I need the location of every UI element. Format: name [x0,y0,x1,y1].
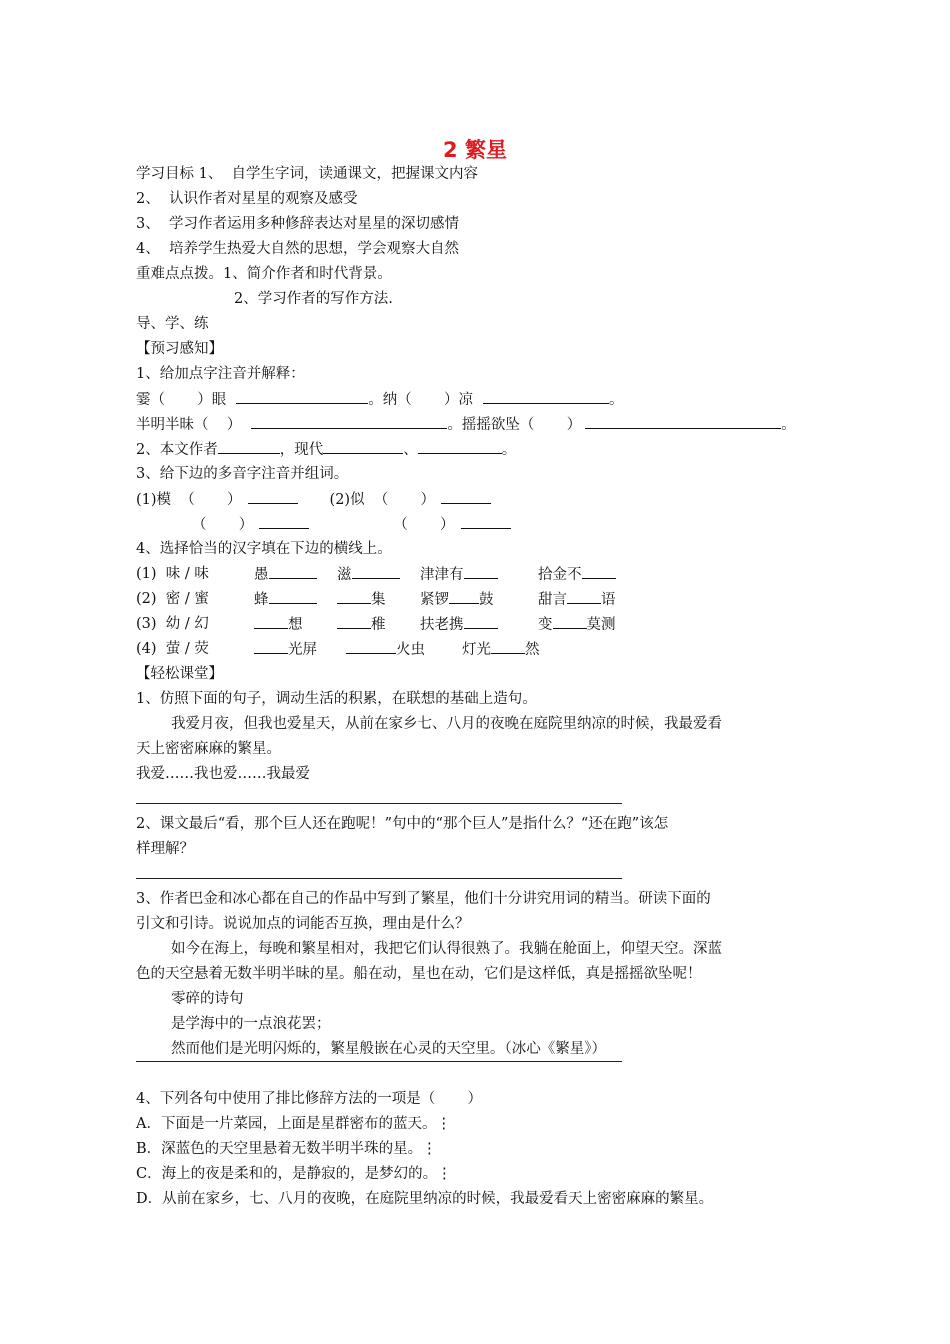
q4-row-4 [136,639,209,659]
period-mark: 。 [501,442,517,458]
q4-row-2 [136,589,209,609]
q4-row-label: (1) 味 / 味 [136,566,209,582]
q4-word: 变 [538,617,553,633]
q1-item-b1: 半明半昧（ ） [136,417,242,433]
classroom-q3-line-2: 引文和引诗。说说加点的词能否互换，理由是什么？ [136,916,470,932]
q4-word: 滋 [337,567,352,583]
q4-word: 愚 [254,567,269,583]
blank-line[interactable] [352,564,400,579]
q4-row-3-item [337,614,386,635]
q1-item-a1: 霎（ ）眼 [136,392,227,408]
q4-word: 稚 [371,617,386,633]
blank-line[interactable] [259,514,309,529]
q4-row-2-item [538,589,616,610]
q4-row-1-item [254,564,317,585]
blank-line[interactable] [418,439,502,454]
period-mark: 。 [781,417,796,433]
classroom-q3-line-1: 3、作者巴金和冰心都在自己的作品中写到了繁星，他们十分讲究用词的精当。研读下面的 [136,891,711,907]
q1-item-b2: 。摇摇欲坠（ ） [447,417,582,433]
blank-line[interactable] [483,389,609,404]
blank-line[interactable] [218,439,280,454]
answer-line[interactable] [136,878,622,879]
classroom-q1-para-1: 我爱月夜，但我也爱星天，从前在家乡七、八月的夜晚在庭院里纳凉的时候，我最爱看 [171,716,722,732]
classroom-q1: 1、仿照下面的句子，调动生活的积累，在联想的基础上造句。 [136,691,537,707]
preview-q4: 4、选择恰当的汉字填在下边的横线上。 [136,541,392,557]
preview-header: 【预习感知】 [136,341,223,357]
q3-paren: （ ） [393,517,455,533]
answer-line[interactable] [136,803,622,804]
blank-line[interactable] [461,514,511,529]
blank-line[interactable] [254,639,288,654]
page-title: 2 繁星 [443,138,507,162]
q4-row-4-item [254,639,317,660]
q4-word: 集 [371,592,386,608]
q4-word: 火虫 [396,642,425,658]
q4-word: 想 [288,617,303,633]
blank-line[interactable] [269,589,317,604]
preview-q1: 1、给加点字注音并解释： [136,366,305,382]
classroom-header: 【轻松课堂】 [136,666,223,682]
goal-line-1: 学习目标 1、 自学生字词，读通课文，把握课文内容 [136,166,479,182]
q4-word: 蜂 [254,592,269,608]
blank-line[interactable] [582,564,616,579]
q4-row-3 [136,614,209,634]
classroom-q3-poem-1: 零碎的诗句 [171,991,244,1007]
q3-mo-label: (1)模 （ ） [136,492,242,508]
q3-si-label: (2)似 （ ） [329,492,436,508]
preview-q3: 3、给下边的多音字注音并组词。 [136,466,349,482]
preview-q3-row2 [192,514,511,535]
q4-row-3-item [538,614,616,635]
q4-word: 鼓 [479,592,494,608]
q2-modern-label: ，现代 [279,442,324,458]
preview-q3-row1 [136,489,491,510]
blank-line[interactable] [248,489,298,504]
classroom-q2-line-1: 2、课文最后“看，那个巨人还在跑呢！”句中的“那个巨人”是指什么？“还在跑”该怎 [136,816,669,832]
q2-author-label: 2、本文作者 [136,442,218,458]
classroom-q3-poem-2: 是学海中的一点浪花罢； [171,1016,331,1032]
q4-row-1 [136,564,209,584]
q4-word: 光屏 [288,642,317,658]
key-point-1: 重难点点拨。1、简介作者和时代背景。 [136,266,392,282]
blank-line[interactable] [585,414,781,429]
q4-option-d[interactable]: D．从前在家乡，七、八月的夜晚，在庭院里纳凉的时候，我最爱看天上密密麻麻的繁星。 [136,1191,714,1207]
q4-option-a[interactable]: A．下面是一片菜园，上面是星群密布的蓝天。⋮ [136,1116,451,1132]
classroom-q2-line-2: 样理解？ [136,841,194,857]
q4-row-1-item [538,564,616,585]
blank-line[interactable] [567,589,601,604]
goal-line-4: 4、 培养学生热爱大自然的思想，学会观察大自然 [136,241,459,257]
blank-line[interactable] [464,564,498,579]
guide-line: 导、学、练 [136,316,209,332]
q4-row-label: (4) 萤 / 荧 [136,641,209,657]
q4-word: 语 [601,592,616,608]
blank-line[interactable] [491,639,525,654]
blank-line[interactable] [337,614,371,629]
classroom-q3-passage-1: 如今在海上，每晚和繁星相对，我把它们认得很熟了。我躺在舱面上，仰望天空。深蓝 [171,941,722,957]
q4-row-2-item [420,589,494,610]
classroom-q3-poem-3: 然而他们是光明闪烁的，繁星般嵌在心灵的天空里。（冰心《繁星》） [171,1041,606,1057]
blank-line[interactable] [346,639,396,654]
blank-line[interactable] [269,564,317,579]
q4-option-c[interactable]: C．海上的夜是柔和的，是静寂的，是梦幻的。⋮ [136,1166,452,1182]
blank-line[interactable] [449,589,479,604]
classroom-q4: 4、下列各句中使用了排比修辞方法的一项是（ ） [136,1091,482,1107]
classroom-q3-passage-2: 色的天空悬着无数半明半昧的星。船在动，星也在动，它们是这样低，真是摇摇欲坠呢！ [136,966,702,982]
q4-row-3-item [254,614,303,635]
blank-line[interactable] [464,614,498,629]
q4-row-label: (2) 密 / 蜜 [136,591,209,607]
blank-line[interactable] [236,389,368,404]
q4-row-2-item [254,589,317,610]
q4-row-2-item [337,589,386,610]
q4-word: 甜言 [538,592,567,608]
q4-row-4-item [346,639,425,660]
goal-line-2: 2、 认识作者对星星的观察及感受 [136,191,358,207]
classroom-q1-prompt: 我爱……我也爱……我最爱 [136,766,310,782]
q4-word: 灯光 [462,642,491,658]
q2-comma: 、 [403,442,418,458]
blank-line[interactable] [254,614,288,629]
key-point-2: 2、学习作者的写作方法. [234,291,393,307]
q4-word: 扶老携 [420,617,464,633]
q4-word: 然 [525,642,540,658]
q4-row-4-item [462,639,540,660]
q3-paren: （ ） [192,517,254,533]
classroom-q1-para-2: 天上密密麻麻的繁星。 [136,741,281,757]
blank-line[interactable] [553,614,587,629]
preview-q1-row2 [136,414,796,435]
blank-line[interactable] [323,439,403,454]
q4-row-label: (3) 幼 / 幻 [136,616,209,632]
q4-option-b[interactable]: B．深蓝色的天空里悬着无数半明半珠的星。⋮ [136,1141,437,1157]
blank-line[interactable] [251,414,447,429]
q4-word: 莫测 [586,617,616,633]
preview-q2 [136,439,516,460]
q4-word: 拾金不 [538,567,582,583]
answer-line[interactable] [136,1061,622,1062]
blank-line[interactable] [441,489,491,504]
blank-line[interactable] [337,589,371,604]
q1-item-a2: 。纳（ ）凉 [368,392,474,408]
q4-row-3-item [420,614,498,635]
q4-row-1-item [420,564,498,585]
q4-row-1-item [337,564,400,585]
period-mark: 。 [609,392,624,408]
q4-word: 紧锣 [420,592,449,608]
goal-line-3: 3、 学习作者运用多种修辞表达对星星的深切感情 [136,216,459,232]
q4-word: 津津有 [420,567,464,583]
preview-q1-row1 [136,389,624,410]
